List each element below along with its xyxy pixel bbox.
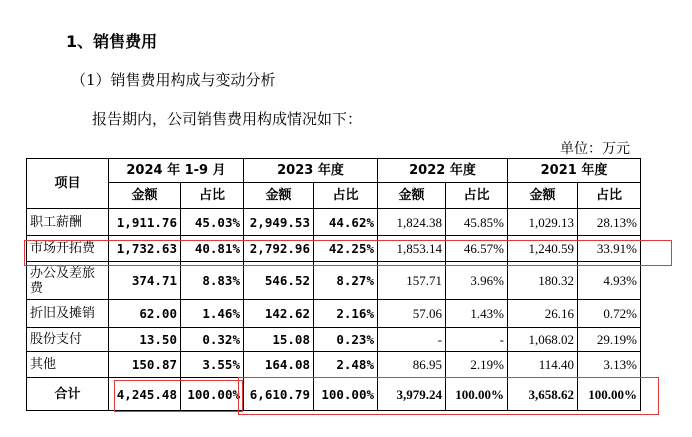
row-label: 股份支付 bbox=[27, 327, 109, 351]
row-label: 合计 bbox=[27, 378, 109, 411]
amount-header: 金额 bbox=[244, 183, 314, 209]
amount-cell: 1,824.38 bbox=[378, 209, 446, 235]
amount-cell: 62.00 bbox=[109, 300, 181, 327]
ratio-cell: 46.57% bbox=[446, 235, 508, 261]
ratio-header: 占比 bbox=[314, 183, 378, 209]
amount-cell: 6,610.79 bbox=[244, 378, 314, 411]
amount-header: 金额 bbox=[109, 183, 181, 209]
amount-cell: 180.32 bbox=[508, 261, 578, 299]
item-header: 项目 bbox=[27, 159, 109, 209]
row-label: 市场开拓费 bbox=[27, 235, 109, 261]
table-row bbox=[27, 351, 641, 377]
row-label: 职工薪酬 bbox=[27, 209, 109, 235]
row-label: 其他 bbox=[27, 351, 109, 377]
ratio-cell: 0.23% bbox=[314, 327, 378, 351]
table-row bbox=[27, 300, 641, 327]
intro-text: 报告期内，公司销售费用构成情况如下： bbox=[92, 110, 363, 128]
ratio-cell: 0.32% bbox=[181, 327, 244, 351]
subheader-row bbox=[27, 183, 641, 209]
ratio-cell: 4.93% bbox=[578, 261, 641, 299]
table-row bbox=[27, 327, 641, 351]
ratio-header: 占比 bbox=[181, 183, 244, 209]
table-row bbox=[27, 209, 641, 235]
amount-cell: 13.50 bbox=[109, 327, 181, 351]
subsection-heading: （1）销售费用构成与变动分析 bbox=[71, 71, 276, 89]
ratio-cell: 100.00% bbox=[578, 378, 641, 411]
ratio-cell: 42.25% bbox=[314, 235, 378, 261]
ratio-cell: 0.72% bbox=[578, 300, 641, 327]
amount-cell: 1,240.59 bbox=[508, 235, 578, 261]
table-row bbox=[27, 261, 641, 299]
ratio-cell: 33.91% bbox=[578, 235, 641, 261]
amount-cell: - bbox=[378, 327, 446, 351]
unit-label: 单位：万元 bbox=[560, 141, 630, 157]
ratio-cell: 8.27% bbox=[314, 261, 378, 299]
amount-cell: 15.08 bbox=[244, 327, 314, 351]
period-header: 2023 年度 bbox=[244, 159, 378, 183]
amount-cell: 1,029.13 bbox=[508, 209, 578, 235]
table-row bbox=[27, 235, 641, 261]
amount-cell: 1,911.76 bbox=[109, 209, 181, 235]
period-header: 2021 年度 bbox=[508, 159, 641, 183]
amount-cell: 1,732.63 bbox=[109, 235, 181, 261]
amount-cell: 57.06 bbox=[378, 300, 446, 327]
amount-cell: 150.87 bbox=[109, 351, 181, 377]
amount-header: 金额 bbox=[508, 183, 578, 209]
amount-cell: 164.08 bbox=[244, 351, 314, 377]
amount-cell: 1,853.14 bbox=[378, 235, 446, 261]
ratio-cell: 3.96% bbox=[446, 261, 508, 299]
amount-cell: 142.62 bbox=[244, 300, 314, 327]
ratio-header: 占比 bbox=[446, 183, 508, 209]
ratio-cell: 1.43% bbox=[446, 300, 508, 327]
ratio-cell: - bbox=[446, 327, 508, 351]
ratio-cell: 44.62% bbox=[314, 209, 378, 235]
ratio-cell: 29.19% bbox=[578, 327, 641, 351]
table-row bbox=[27, 378, 641, 411]
amount-cell: 86.95 bbox=[378, 351, 446, 377]
period-header: 2022 年度 bbox=[378, 159, 508, 183]
ratio-cell: 100.00% bbox=[181, 378, 244, 411]
amount-header: 金额 bbox=[378, 183, 446, 209]
amount-cell: 157.71 bbox=[378, 261, 446, 299]
ratio-cell: 3.13% bbox=[578, 351, 641, 377]
ratio-cell: 45.85% bbox=[446, 209, 508, 235]
amount-cell: 374.71 bbox=[109, 261, 181, 299]
ratio-cell: 45.03% bbox=[181, 209, 244, 235]
ratio-cell: 8.83% bbox=[181, 261, 244, 299]
amount-cell: 26.16 bbox=[508, 300, 578, 327]
ratio-cell: 40.81% bbox=[181, 235, 244, 261]
amount-cell: 4,245.48 bbox=[109, 378, 181, 411]
ratio-header: 占比 bbox=[578, 183, 641, 209]
period-header: 2024 年 1-9 月 bbox=[109, 159, 244, 183]
ratio-cell: 1.46% bbox=[181, 300, 244, 327]
amount-cell: 3,658.62 bbox=[508, 378, 578, 411]
ratio-cell: 3.55% bbox=[181, 351, 244, 377]
sales-expense-table bbox=[26, 158, 641, 411]
section-heading: 1、销售费用 bbox=[66, 32, 158, 51]
ratio-cell: 2.48% bbox=[314, 351, 378, 377]
amount-cell: 3,979.24 bbox=[378, 378, 446, 411]
ratio-cell: 100.00% bbox=[446, 378, 508, 411]
amount-cell: 546.52 bbox=[244, 261, 314, 299]
ratio-cell: 2.19% bbox=[446, 351, 508, 377]
amount-cell: 2,792.96 bbox=[244, 235, 314, 261]
ratio-cell: 100.00% bbox=[314, 378, 378, 411]
row-label: 折旧及摊销 bbox=[27, 300, 109, 327]
ratio-cell: 2.16% bbox=[314, 300, 378, 327]
amount-cell: 1,068.02 bbox=[508, 327, 578, 351]
amount-cell: 2,949.53 bbox=[244, 209, 314, 235]
row-label: 办公及差旅费 bbox=[27, 261, 109, 299]
amount-cell: 114.40 bbox=[508, 351, 578, 377]
ratio-cell: 28.13% bbox=[578, 209, 641, 235]
